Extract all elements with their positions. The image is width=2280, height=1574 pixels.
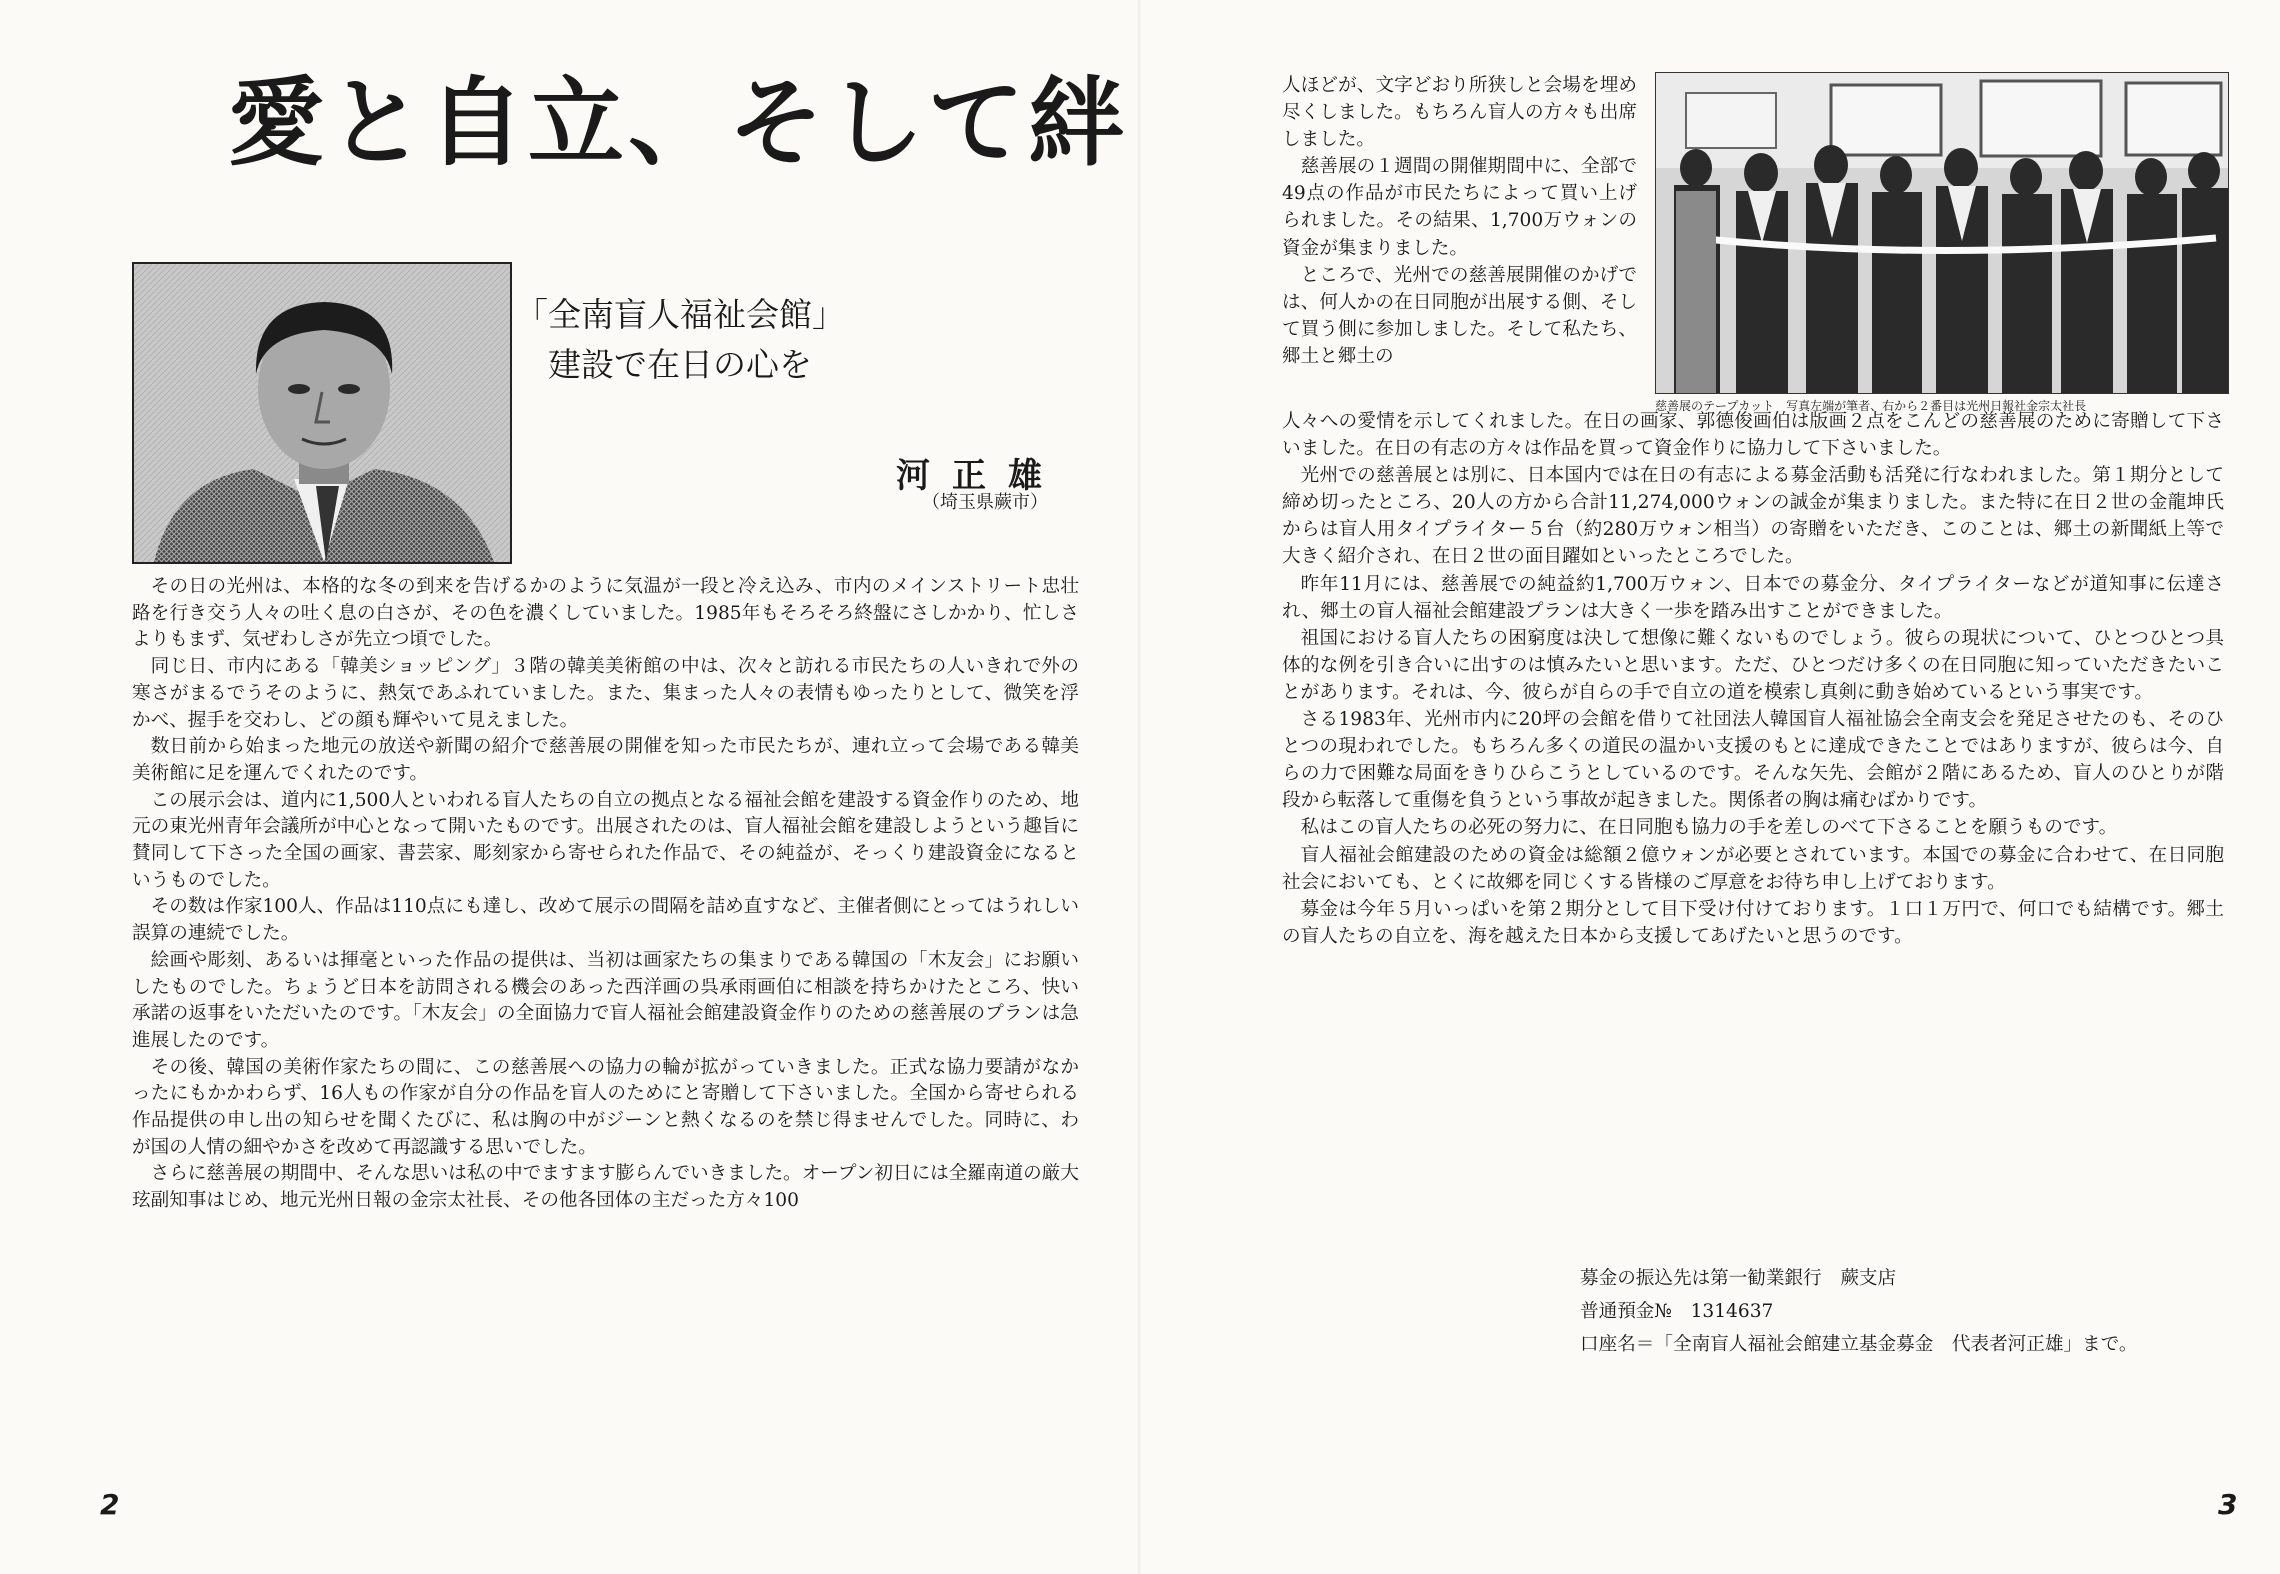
bank-details [1580, 1262, 2220, 1361]
paragraph: 同じ日、市内にある「韓美ショッピング」３階の韓美美術館の中は、次々と訪れる市民たちの人いきれで外の寒さがまるでうそのように、熱気であふれていました。また、集まった人々の表情もゆったりとして、微笑を浮かべ、握手を交わし、どの顔も輝やいて見えました。 [132, 656, 1079, 731]
paragraph: さる1983年、光州市内に20坪の会館を借りて社団法人韓国盲人福祉協会全南支会を発足させたのも、そのひとつの現われでした。もちろん多くの道民の温かい支援のもとに達成できたことではありますが、彼らは今、自らの力で困難な局面をきりひらこうとしているのです。そんな矢先、会館が２階にあるため、盲人のひとりが階段から転落して重傷を負うという事故が起きました。関係者の胸は痛むばかりです。 [1282, 709, 2224, 812]
article-subtitle [470, 290, 890, 390]
tape-cutting-photo [1655, 72, 2229, 394]
paragraph: 慈善展の１週間の開催期間中に、全部で49点の作品が市民たちによって買い上げられました。その結果、1,700万ウォンの資金が集まりました。 [1282, 156, 1637, 259]
photo-caption: 慈善展のテープカット 写真左端が筆者、右から２番目は光州日報社金宗太社長 [1655, 399, 2087, 413]
paragraph: 数日前から始まった地元の放送や新聞の紹介で慈善展の開催を知った市民たちが、連れ立って会場である韓美美術館に足を運んでくれたのです。 [132, 736, 1079, 784]
paragraph: 募金は今年５月いっぱいを第２期分として目下受け付けております。１口１万円で、何口でも結構です。郷土の盲人たちの自立を、海を越えた日本から支援してあげたいと思うのです。 [1282, 898, 2224, 947]
paragraph: 人ほどが、文字どおり所狭しと会場を埋め尽くしました。もちろん盲人の方々も出席しました。 [1282, 75, 1637, 151]
paragraph: 祖国における盲人たちの困窮度は決して想像に難くないものでしょう。彼らの現状について、ひとつひとつ具体的な例を引き合いに出すのは慎みたいと思います。ただ、ひとつだけ多くの在日同胞に知っていただきたいことがあります。それは、今、彼らが自らの手で自立の道を模索し真剣に動き始めているという事実です。 [1282, 627, 2224, 703]
bank-branch: 募金の振込先は第一勧業銀行 蕨支店 [1580, 1268, 1897, 1289]
page-number: 2 [100, 1488, 120, 1521]
paragraph: その後、韓国の美術作家たちの間に、この慈善展への協力の輪が拡がっていきました。正式な協力要請がなかったにもかかわらず、16人もの作家が自分の作品を盲人のためにと寄贈して下さいました。全国から寄せられる作品提供の申し出の知らせを聞くたびに、私は胸の中がジーンと熱くなるのを禁じ得ませんでした。同時に、わが国の人情の細やかさを改めて再認識する思いでした。 [132, 1056, 1079, 1158]
author-name: 河正雄 [896, 456, 1064, 496]
portrait-image [134, 264, 510, 562]
right-main-text [1282, 408, 2224, 950]
event-image [1656, 73, 2228, 393]
paragraph: 人々への愛情を示してくれました。在日の画家、郭德俊画伯は版画２点をこんどの慈善展のために寄贈して下さいました。在日の有志の方々は作品を買って資金作りに協力して下さいました。 [1282, 411, 2224, 460]
paragraph: その数は作家100人、作品は110点にも達し、改めて展示の間隔を詰め直すなど、主催者側にとってはうれしい誤算の連続でした。 [132, 896, 1079, 945]
page-number: 3 [2218, 1488, 2238, 1521]
paragraph: 盲人福祉会館建設のための資金は総額２億ウォンが必要とされています。本国での募金に合わせて、在日同胞社会においても、とくに故郷を同じくする皆様のご厚意をお待ち申し上げております。 [1282, 844, 2224, 893]
subtitle-line-2: 建設で在日の心を [548, 345, 812, 384]
right-top-text [1282, 72, 1637, 370]
author-portrait-photo [132, 262, 512, 564]
paragraph: 私はこの盲人たちの必死の努力に、在日同胞も協力の手を差しのべて下さることを願うものです。 [1300, 817, 2118, 839]
subtitle-line-1: 「全南盲人福祉会館」 [515, 295, 845, 334]
paragraph: ところで、光州での慈善展開催のかげでは、何人かの在日同胞が出展する側、そして買う側に参加しました。そして私たち、郷土と郷土の [1282, 264, 1637, 367]
paragraph: 光州での慈善展とは別に、日本国内では在日の有志による募金活動も活発に行なわれました。第１期分として締め切ったところ、20人の方から合計11,274,000ウォンの誠金が集まりました。また特に在日２世の金龍坤氏からは盲人用タイプライター５台（約280万ウォン相当）の寄贈をいただき、このことは、郷土の新聞紙上等で大きく紹介され、在日２世の面目躍如といったところでした。 [1282, 465, 2224, 568]
paragraph: 昨年11月には、慈善展での純益約1,700万ウォン、日本での募金分、タイプライターなどが道知事に伝達され、郷土の盲人福祉会館建設プランは大きく一歩を踏み出すことができました。 [1282, 573, 2224, 622]
paragraph: この展示会は、道内に1,500人といわれる盲人たちの自立の拠点となる福祉会館を建設する資金作りのため、地元の東光州青年会議所が中心となって開いたものです。出展されたのは、盲人福祉会館を建設しようという趣旨に賛同して下さった全国の画家、書芸家、彫刻家から寄せられた作品で、その純益が、そっくり建設資金になるというものでした。 [132, 789, 1079, 891]
bank-account-number: 普通預金№ 1314637 [1580, 1301, 1774, 1322]
author-location: （埼玉県蕨市） [922, 492, 1048, 513]
paragraph: 絵画や彫刻、あるいは揮毫といった作品の提供は、当初は画家たちの集まりである韓国の「木友会」にお願いしたものでした。ちょうど日本を訪問される機会のあった西洋画の呉承雨画伯に相談を持ちかけたところ、快い承諾の返事をいただいたのです。「木友会」の全面協力で盲人福祉会館建設資金作りのための慈善展のプランは急進展したのです。 [132, 949, 1079, 1051]
paragraph: その日の光州は、本格的な冬の到来を告げるかのように気温が一段と冷え込み、市内のメインストリート忠壮路を行き交う人々の吐く息の白さが、その色を濃くしていました。1985年もそろそろ終盤にさしかかり、忙しさよりもまず、気ぜわしさが先立つ頃でした。 [132, 576, 1079, 651]
bank-account-name: 口座名＝「全南盲人福祉会館建立基金募金 代表者河正雄」まで。 [1580, 1334, 2138, 1355]
left-body-text [132, 574, 1079, 1215]
article-title: 愛と自立、そして絆 [228, 66, 1128, 179]
paragraph: さらに慈善展の期間中、そんな思いは私の中でますます膨らんでいきました。オープン初日には全羅南道の厳大玹副知事はじめ、地元光州日報の金宗太社長、その他各団体の主だった方々100 [132, 1163, 1079, 1212]
page-gutter [1138, 0, 1142, 1574]
